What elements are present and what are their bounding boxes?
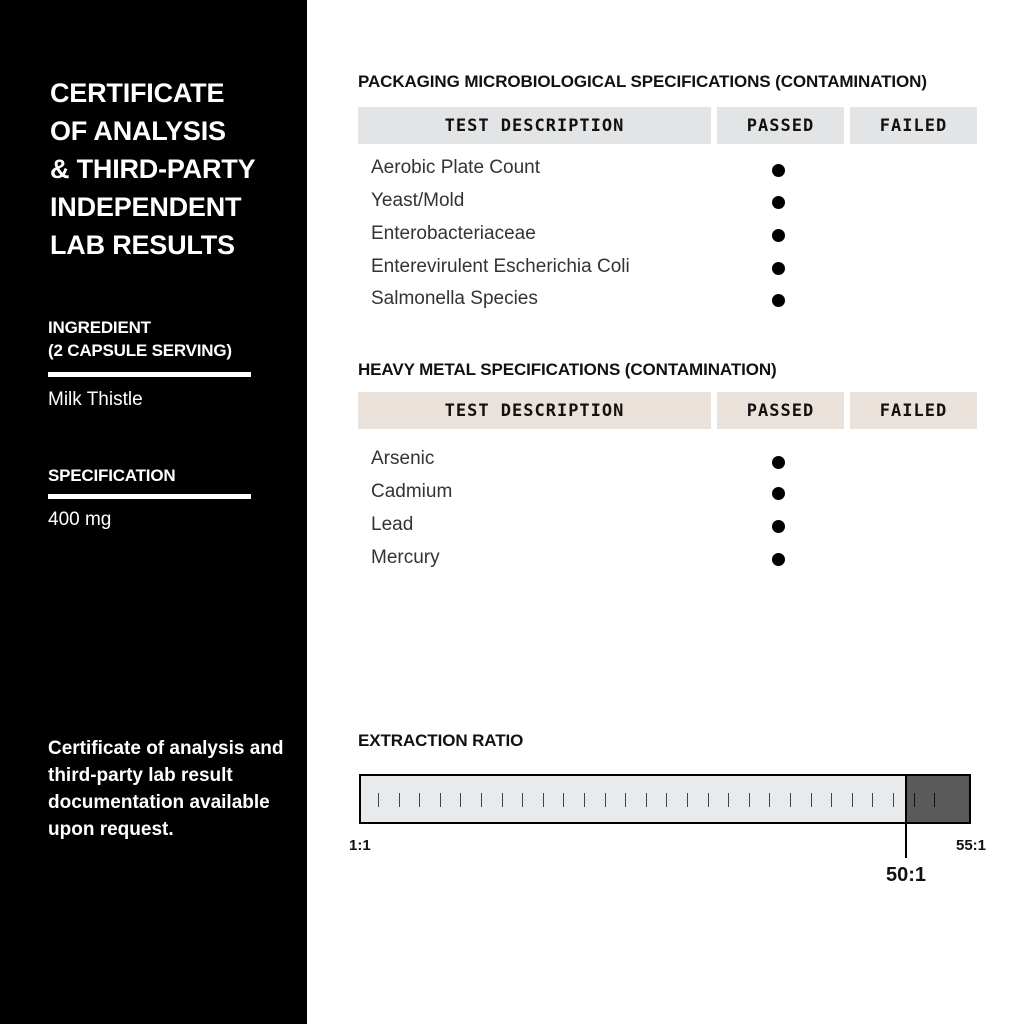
- ingredient-label-line: INGREDIENT: [48, 318, 151, 337]
- scale-tick: [522, 793, 523, 807]
- scale-tick: [831, 793, 832, 807]
- extraction-max-label: 55:1: [956, 837, 987, 854]
- metal-header-passed: PASSED: [717, 392, 844, 429]
- sidebar-title-line: LAB RESULTS: [50, 230, 235, 260]
- specification-value: 400 mg: [48, 509, 112, 530]
- micro-row-label: Yeast/Mold: [371, 190, 465, 211]
- sidebar-title: [50, 74, 300, 264]
- metal-row-label: Mercury: [371, 547, 440, 568]
- scale-tick: [893, 793, 894, 807]
- scale-tick: [852, 793, 853, 807]
- extraction-ratio-fill: [905, 776, 969, 822]
- passed-dot: [772, 456, 785, 469]
- micro-row-label: Aerobic Plate Count: [371, 157, 540, 178]
- scale-tick: [914, 793, 915, 807]
- passed-dot: [772, 262, 785, 275]
- metal-row-label: Cadmium: [371, 481, 453, 502]
- extraction-ratio-value: 50:1: [886, 864, 927, 886]
- ingredient-divider: [48, 372, 251, 377]
- scale-tick: [584, 793, 585, 807]
- scale-tick: [728, 793, 729, 807]
- extraction-ratio-marker: [905, 774, 907, 858]
- passed-dot: [772, 487, 785, 500]
- scale-tick: [687, 793, 688, 807]
- scale-tick: [625, 793, 626, 807]
- heavy-metals-title: HEAVY METAL SPECIFICATIONS (CONTAMINATION): [358, 360, 777, 379]
- scale-tick: [708, 793, 709, 807]
- passed-dot: [772, 229, 785, 242]
- scale-tick: [790, 793, 791, 807]
- ingredient-value: Milk Thistle: [48, 389, 143, 410]
- scale-tick: [666, 793, 667, 807]
- microbiological-title: PACKAGING MICROBIOLOGICAL SPECIFICATIONS (CONTAMINATION): [358, 72, 927, 91]
- micro-header-failed: FAILED: [850, 107, 977, 144]
- passed-dot: [772, 196, 785, 209]
- extraction-ratio-title: EXTRACTION RATIO: [358, 731, 524, 750]
- sidebar-title-line: & THIRD-PARTY: [50, 154, 256, 184]
- ingredient-label-line: (2 CAPSULE SERVING): [48, 341, 232, 360]
- sidebar-title-line: INDEPENDENT: [50, 192, 242, 222]
- micro-row-label: Enterevirulent Escherichia Coli: [371, 256, 630, 277]
- availability-note: Certificate of analysis and third-party lab result documentation available upon request.: [48, 738, 284, 840]
- scale-tick: [460, 793, 461, 807]
- passed-dot: [772, 520, 785, 533]
- metal-header-description: TEST DESCRIPTION: [358, 392, 711, 429]
- ingredient-label: [48, 316, 232, 362]
- scale-tick: [934, 793, 935, 807]
- scale-tick: [378, 793, 379, 807]
- metal-row-label: Arsenic: [371, 448, 435, 469]
- micro-row-label: Salmonella Species: [371, 288, 538, 309]
- scale-tick: [440, 793, 441, 807]
- sidebar-title-line: OF ANALYSIS: [50, 116, 226, 146]
- extraction-min-label: 1:1: [349, 837, 371, 854]
- metal-header-failed: FAILED: [850, 392, 977, 429]
- scale-tick: [563, 793, 564, 807]
- extraction-ratio-bar: [359, 774, 971, 824]
- scale-tick: [811, 793, 812, 807]
- scale-tick: [646, 793, 647, 807]
- scale-tick: [769, 793, 770, 807]
- scale-tick: [419, 793, 420, 807]
- scale-tick: [502, 793, 503, 807]
- sidebar: [0, 0, 307, 1024]
- micro-row-label: Enterobacteriaceae: [371, 223, 536, 244]
- micro-header-description: TEST DESCRIPTION: [358, 107, 711, 144]
- metal-row-label: Lead: [371, 514, 414, 535]
- sidebar-title-line: CERTIFICATE: [50, 78, 225, 108]
- passed-dot: [772, 294, 785, 307]
- scale-tick: [399, 793, 400, 807]
- scale-tick: [543, 793, 544, 807]
- scale-tick: [605, 793, 606, 807]
- passed-dot: [772, 164, 785, 177]
- specification-label: SPECIFICATION: [48, 466, 176, 485]
- scale-tick: [872, 793, 873, 807]
- micro-header-passed: PASSED: [717, 107, 844, 144]
- specification-divider: [48, 494, 251, 499]
- scale-tick: [481, 793, 482, 807]
- passed-dot: [772, 553, 785, 566]
- scale-tick: [749, 793, 750, 807]
